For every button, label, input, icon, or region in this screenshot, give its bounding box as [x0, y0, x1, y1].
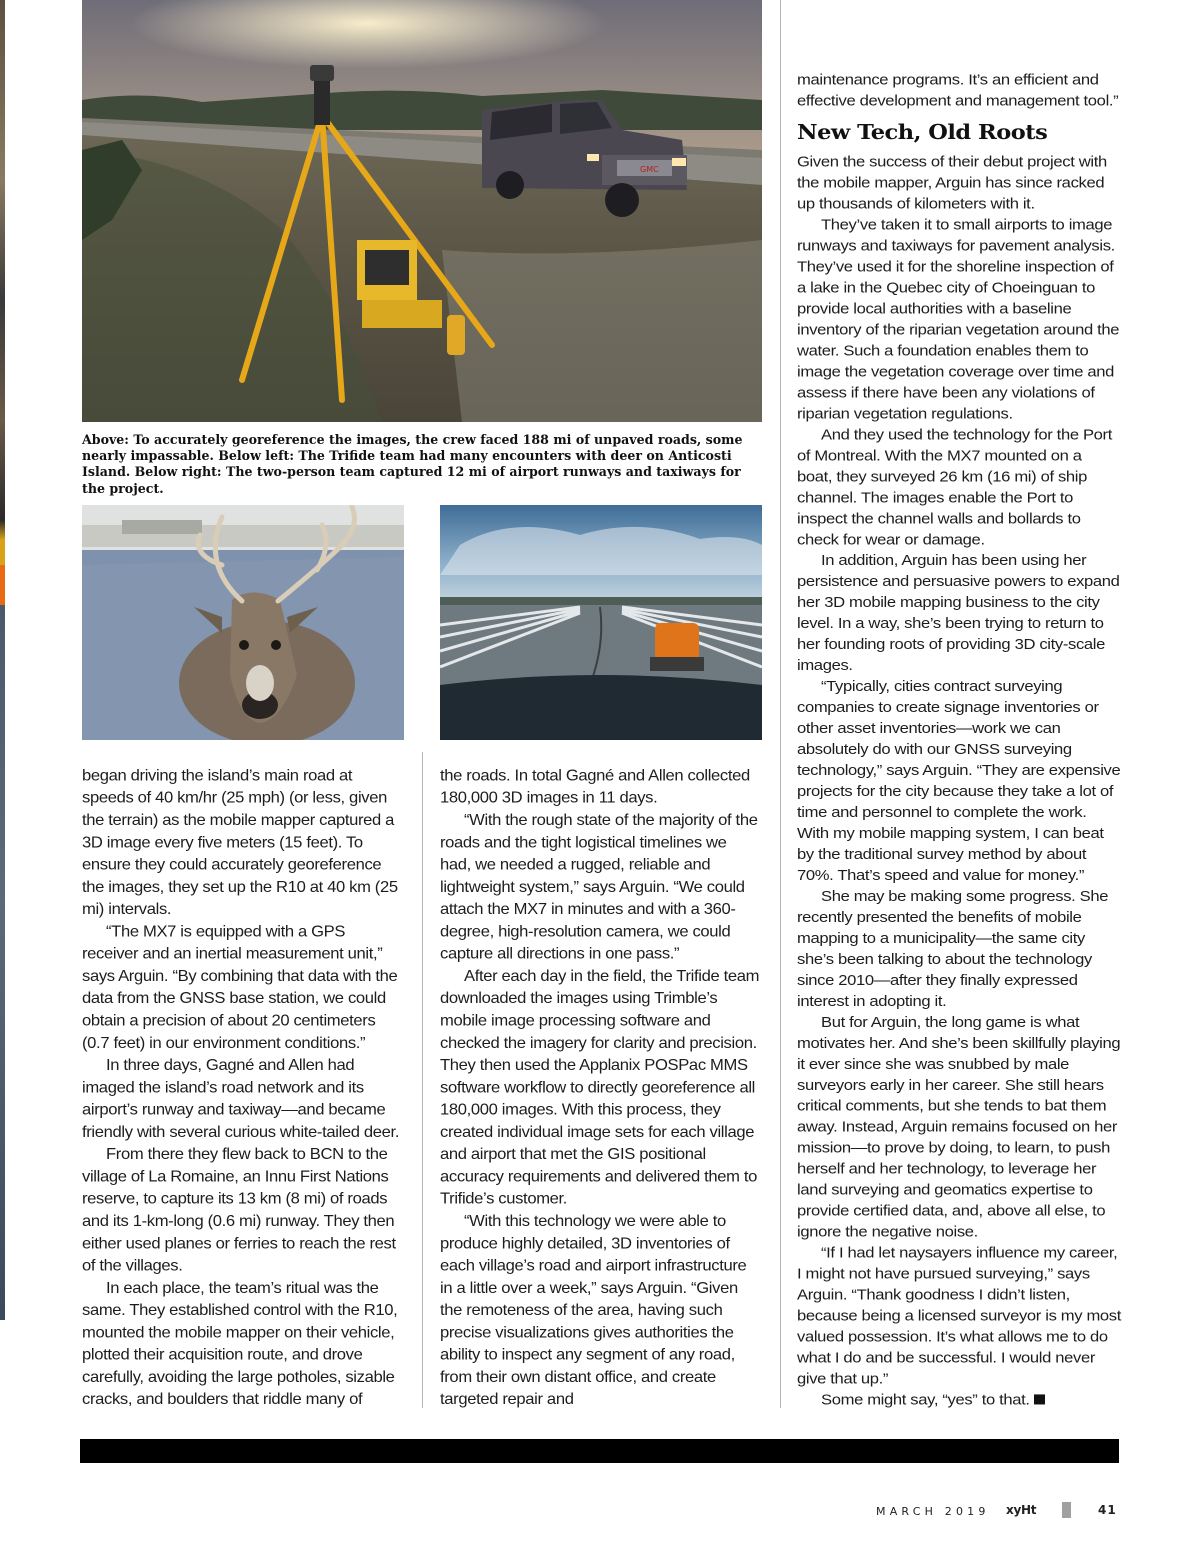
paragraph: “With the rough state of the majority of the roads and the tight logistical timelines we had, we needed a rugged, reliable and lightweight system,” says Arguin. “We could attach the MX7 in minutes and with a 360-degree, high-resolution camera, we could capture all directions in one pass.” [440, 810, 758, 963]
photo-caption: Above: To accurately georeference the images, the crew faced 188 mi of unpaved roads, some nearly impassable. Below left: The Trifide team had many encounters with deer on Anticosti Island. Below right: The two-person team captured 12 mi of airport runways and taxiways for the project. [82, 432, 743, 496]
page-number: 41 [1098, 1503, 1117, 1517]
paragraph: She may be making some progress. She recently presented the benefits of mobile mapping to a municipality—the same city she’s been talking to about the technology since 2010—after they finally expressed interest in adopting it. [797, 887, 1109, 1010]
paragraph: In addition, Arguin has been using her persistence and persuasive powers to expand her 3D mobile mapping business to the city level. In a way, she’s been trying to return to her founding roots of providing 3D city-scale images. [797, 551, 1120, 674]
bottom-banner [80, 1439, 1119, 1463]
photo-deer [82, 505, 404, 740]
paragraph: In three days, Gagné and Allen had imaged the island’s road network and its airport’s runway and taxiway—and became friendly with several curious white-tailed deer. [82, 1055, 400, 1141]
truck-badge-text: GMC [640, 165, 659, 174]
article-column-1 [82, 764, 402, 1410]
paragraph: After each day in the field, the Trifide team downloaded the images using Trimble’s mobile image processing software and checked the imagery for clarity and precision. They then used the Applanix POSPac MMS software workflow to directly georeference all 180,000 images. With this process, they created individual image sets for each village and airport that met the GIS positional accuracy requirements and delivered them to Trifide’s customer. [440, 966, 760, 1208]
paragraph: And they used the technology for the Port of Montreal. With the MX7 mounted on a boat, they surveyed 26 km (16 mi) of ship channel. The images enable the Port to inspect the channel walls and bollards to check for wear or damage. [797, 425, 1112, 548]
paragraph: maintenance programs. It’s an efficient and effective development and management tool.” [797, 70, 1119, 110]
paragraph: “Typically, cities contract surveying companies to create signage inventories or other asset inventories—work we can absolutely do with our GNSS surveying technology,” says Arguin. “They are expensive projects for the city because they take a lot of time and personnel to complete the work. With my mobile mapping system, I can beat by the traditional survey method by about 70%. That’s speed and value for money.” [797, 677, 1121, 884]
end-mark-icon [1034, 1394, 1045, 1404]
paragraph: began driving the island’s main road at speeds of 40 km/hr (25 mph) (or less, given the terrain) as the mobile mapper captured a 3D image every five meters (15 feet). To ensure they could accurately georeference the images, they set up the R10 at 40 km (25 mi) intervals. [82, 765, 398, 918]
paragraph: “If I had let naysayers influence my career, I might not have pursued surveying,” says Arguin. “Thank goodness I didn’t listen, because being a licensed surveyor is my most valued possession. It’s what allows me to do what I do and be successful. I would never give that up.” [797, 1243, 1122, 1388]
paragraph: Given the success of their debut project with the mobile mapper, Arguin has since racked up thousands of kilometers with it. [797, 152, 1107, 213]
column-rule-1 [422, 752, 423, 1408]
paragraph: “With this technology we were able to produce highly detailed, 3D inventories of each village’s road and airport infrastructure in a little over a week,” says Arguin. “Given the remoteness of the area, having such precise visualizations gives authorities the ability to inspect any segment of any road, from their own distant office, and create targeted repair and [440, 1211, 747, 1409]
paragraph-final [797, 1389, 1121, 1410]
column-rule-2 [780, 0, 781, 1408]
paragraph: “The MX7 is equipped with a GPS receiver and an inertial measurement unit,” says Arguin. “By combining that data with the data from the GNSS base station, we could obtain a precision of about 20 centimeters (0.7 feet) in our environment conditions.” [82, 921, 398, 1052]
paragraph: In each place, the team’s ritual was the same. They established control with the R10, mounted the mobile mapper on their vehicle, plotted their acquisition route, and drove carefully, avoiding the large potholes, sizable cracks, and boulders that riddle many of [82, 1278, 398, 1409]
article-column-2 [440, 764, 760, 1410]
final-text: Some might say, “yes” to that. [821, 1390, 1030, 1409]
paragraph: They’ve taken it to small airports to image runways and taxiways for pavement analysis. They’ve used it for the shoreline inspection of a lake in the Quebec city of Choeinguan to provide local authorities with a baseline inventory of the riparian vegetation around the water. Such a foundation enables them to image the vegetation coverage over time and assess if there have been any violations of riparian vegetation regulations. [797, 215, 1120, 423]
folio-separator [1062, 1502, 1071, 1518]
paragraph: the roads. In total Gagné and Allen collected 180,000 3D images in 11 days. [440, 765, 750, 807]
photo-runway [440, 505, 762, 740]
paragraph: But for Arguin, the long game is what motivates her. And she’s been skillfully playing it ever since she was snubbed by male surveyors early in her career. She still hears critical comments, but she tends to bat them away. Instead, Arguin remains focused on her mission—to prove by doing, to learn, to push herself and her technology, to leverage her land surveying and geomatics expertise to provide certified data, and, above all else, to ignore the negative noise. [797, 1013, 1121, 1241]
page-edge-strip [0, 0, 5, 1320]
article-column-3 [797, 69, 1121, 1410]
photo-tripod-truck [82, 0, 762, 422]
paragraph: From there they flew back to BCN to the village of La Romaine, an Innu First Nations reserve, to capture its 13 km (8 mi) of roads and its 1-km-long (0.6 mi) runway. They then either used planes or ferries to reach the rest of the villages. [82, 1144, 396, 1275]
issue-date: MARCH 2019 [876, 1505, 990, 1518]
section-heading: New Tech, Old Roots [797, 120, 1048, 145]
magazine-brand: xyHt [1006, 1503, 1037, 1517]
